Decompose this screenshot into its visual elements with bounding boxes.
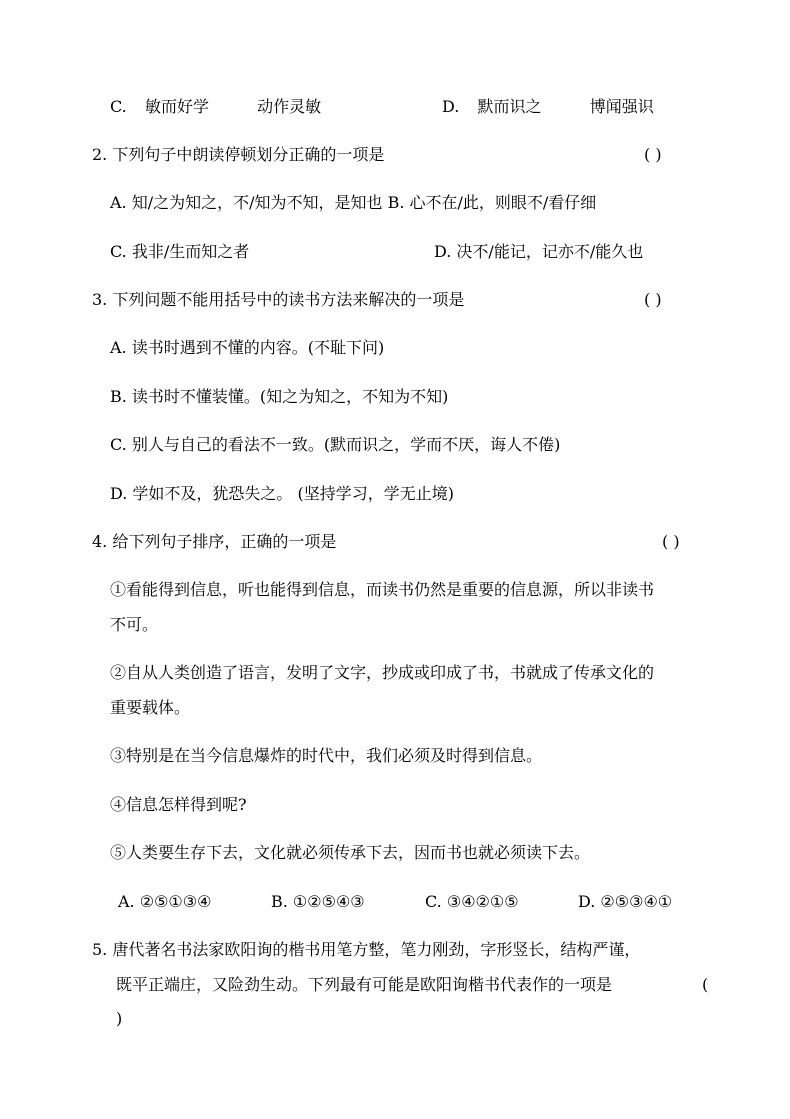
q4-option-b: B. ①②⑤④③ [271, 892, 365, 911]
q5-stem-line-1: 5. 唐代著名书法家欧阳询的楷书用笔方整，笔力刚劲，字形竖长，结构严谨， [92, 940, 641, 959]
q4-sentence-4: ④信息怎样得到呢? [110, 795, 247, 814]
q1-option-c-text2: 动作灵敏 [257, 97, 322, 116]
q4-sentence-2-line-2: 重要载体。 [110, 698, 191, 717]
q1-option-d [442, 96, 654, 118]
q1-option-d-text: 默而识之 [477, 97, 542, 116]
q3-option-a: A. 读书时遇到不懂的内容。(不耻下问) [110, 338, 385, 357]
q4-option-a: A. ②⑤①③④ [118, 892, 212, 911]
q1-option-c [110, 96, 321, 118]
q1-option-c-text: 敏而好学 [144, 97, 209, 116]
q4-answer-paren: ( ) [662, 532, 680, 551]
q4-sentence-2-line-1: ②自从人类创造了语言，发明了文字，抄成或印成了书，书就成了传承文化的 [110, 663, 655, 682]
q1-option-d-label: D. [442, 97, 460, 116]
q3-option-d: D. 学如不及，犹恐失之。 (坚持学习，学无止境) [110, 484, 455, 503]
q4-option-d: D. ②⑤③④① [578, 892, 673, 911]
q2-option-a-b: A. 知/之为知之，不/知为不知，是知也 B. 心不在/此，则眼不/看仔细 [110, 193, 597, 212]
q5-answer-paren-close: ) [116, 1009, 123, 1028]
q3-stem: 3. 下列问题不能用括号中的读书方法来解决的一项是 [92, 290, 465, 309]
q4-sentence-1-line-2: 不可。 [110, 615, 159, 634]
q1-option-d-text2: 博闻强识 [589, 97, 654, 116]
q3-option-b: B. 读书时不懂装懂。(知之为知之，不知为不知) [110, 387, 449, 406]
q2-answer-paren: ( ) [644, 145, 662, 164]
q4-option-c: C. ③④②①⑤ [425, 892, 519, 911]
q5-answer-paren-open: ( [702, 975, 709, 994]
q4-sentence-5: ⑤人类要生存下去，文化就必须传承下去，因而书也就必须读下去。 [110, 843, 591, 862]
q2-option-c: C. 我非/生而知之者 [110, 242, 250, 261]
q5-stem-line-2: 既平正端庄，又险劲生动。下列最有可能是欧阳询楷书代表作的一项是 [116, 975, 613, 994]
q3-answer-paren: ( ) [644, 290, 662, 309]
q1-option-c-label: C. [110, 97, 127, 116]
q4-sentence-1-line-1: ①看能得到信息，听也能得到信息，而读书仍然是重要的信息源，所以非读书 [110, 580, 655, 599]
q2-stem: 2. 下列句子中朗读停顿划分正确的一项是 [92, 145, 385, 164]
q4-stem: 4. 给下列句子排序，正确的一项是 [92, 532, 337, 551]
q3-option-c: C. 别人与自己的看法不一致。(默而识之，学而不厌，诲人不倦) [110, 435, 561, 454]
q2-option-d: D. 决不/能记，记亦不/能久也 [434, 242, 644, 261]
q4-sentence-3: ③特别是在当今信息爆炸的时代中，我们必须及时得到信息。 [110, 746, 543, 765]
